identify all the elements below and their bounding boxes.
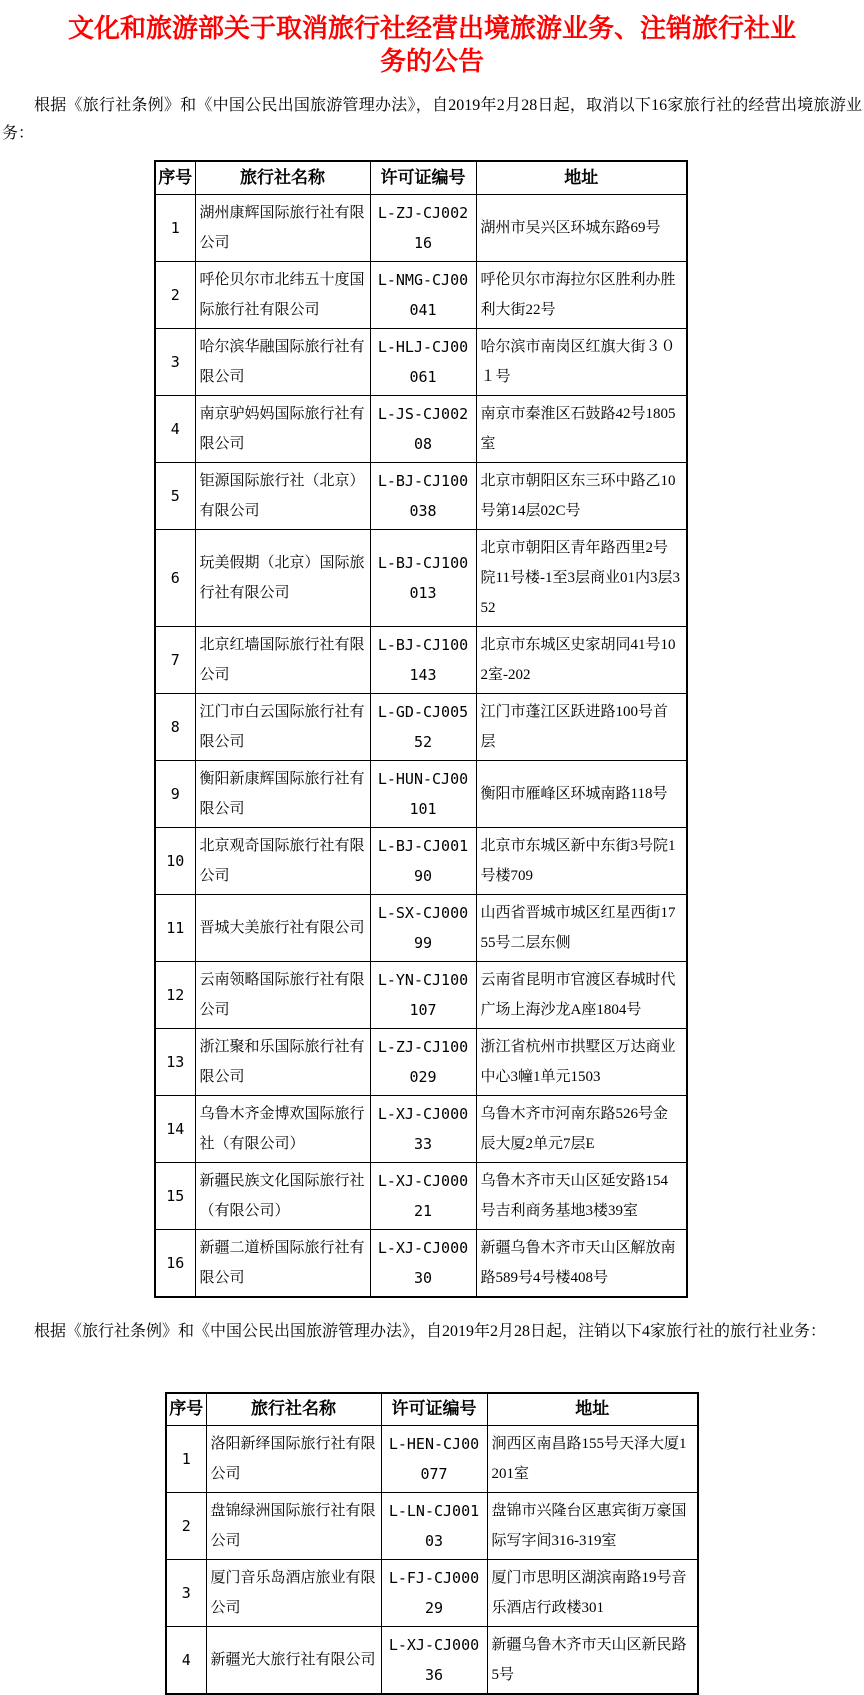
address-cell: 盘锦市兴隆台区惠宾街万豪国际写字间316-319室	[487, 1493, 698, 1560]
serial-number-cell: 12	[155, 961, 195, 1028]
table-row	[155, 462, 687, 529]
table-row	[166, 1560, 698, 1627]
table-row	[155, 760, 687, 827]
table-row	[155, 693, 687, 760]
address-cell: 新疆乌鲁木齐市天山区解放南路589号4号楼408号	[476, 1229, 687, 1297]
address-cell: 江门市蓬江区跃进路100号首层	[476, 693, 687, 760]
cancel-table-header	[155, 161, 687, 194]
agency-name-cell: 北京观奇国际旅行社有限公司	[195, 827, 370, 894]
column-header: 序号	[166, 1393, 206, 1426]
agency-name-cell: 江门市白云国际旅行社有限公司	[195, 693, 370, 760]
address-cell: 北京市朝阳区东三环中路乙10号第14层02C号	[476, 462, 687, 529]
license-number-cell: L-BJ-CJ00190	[370, 827, 476, 894]
table-row	[166, 1493, 698, 1560]
serial-number-cell: 2	[166, 1493, 206, 1560]
address-cell: 乌鲁木齐市天山区延安路154号吉利商务基地3楼39室	[476, 1162, 687, 1229]
address-cell: 湖州市吴兴区环城东路69号	[476, 194, 687, 261]
serial-number-cell: 15	[155, 1162, 195, 1229]
column-header: 地址	[476, 161, 687, 194]
agency-name-cell: 玩美假期（北京）国际旅行社有限公司	[195, 529, 370, 626]
agency-name-cell: 新疆光大旅行社有限公司	[206, 1627, 381, 1695]
address-cell: 厦门市思明区湖滨南路19号音乐酒店行政楼301	[487, 1560, 698, 1627]
agency-name-cell: 乌鲁木齐金博欢国际旅行社（有限公司）	[195, 1095, 370, 1162]
address-cell: 北京市东城区新中东街3号院1号楼709	[476, 827, 687, 894]
agency-name-cell: 洛阳新绎国际旅行社有限公司	[206, 1426, 381, 1493]
cancel-table-body	[155, 194, 687, 1297]
column-header: 旅行社名称	[206, 1393, 381, 1426]
table-row	[166, 1426, 698, 1493]
table-row	[155, 1162, 687, 1229]
license-number-cell: L-HEN-CJ00077	[381, 1426, 487, 1493]
table-row	[155, 529, 687, 626]
table-row	[155, 827, 687, 894]
revoke-table-header-row	[166, 1393, 698, 1426]
revoke-table	[165, 1392, 699, 1695]
agency-name-cell: 哈尔滨华融国际旅行社有限公司	[195, 328, 370, 395]
address-cell: 浙江省杭州市拱墅区万达商业中心3幢1单元1503	[476, 1028, 687, 1095]
agency-name-cell: 钜源国际旅行社（北京）有限公司	[195, 462, 370, 529]
license-number-cell: L-ZJ-CJ00216	[370, 194, 476, 261]
license-number-cell: L-HUN-CJ00101	[370, 760, 476, 827]
agency-name-cell: 呼伦贝尔市北纬五十度国际旅行社有限公司	[195, 261, 370, 328]
license-number-cell: L-NMG-CJ00041	[370, 261, 476, 328]
serial-number-cell: 10	[155, 827, 195, 894]
license-number-cell: L-ZJ-CJ100029	[370, 1028, 476, 1095]
license-number-cell: L-SX-CJ00099	[370, 894, 476, 961]
agency-name-cell: 云南领略国际旅行社有限公司	[195, 961, 370, 1028]
serial-number-cell: 3	[166, 1560, 206, 1627]
table-row	[155, 194, 687, 261]
page-title: 文化和旅游部关于取消旅行社经营出境旅游业务、注销旅行社业务的公告	[57, 12, 807, 78]
address-cell: 哈尔滨市南岗区红旗大街３０１号	[476, 328, 687, 395]
column-header: 序号	[155, 161, 195, 194]
table-row	[155, 1229, 687, 1297]
serial-number-cell: 6	[155, 529, 195, 626]
serial-number-cell: 13	[155, 1028, 195, 1095]
cancel-table	[154, 160, 688, 1298]
serial-number-cell: 8	[155, 693, 195, 760]
license-number-cell: L-XJ-CJ00021	[370, 1162, 476, 1229]
license-number-cell: L-HLJ-CJ00061	[370, 328, 476, 395]
license-number-cell: L-XJ-CJ00033	[370, 1095, 476, 1162]
serial-number-cell: 3	[155, 328, 195, 395]
table-row	[155, 328, 687, 395]
agency-name-cell: 晋城大美旅行社有限公司	[195, 894, 370, 961]
spacer	[0, 1298, 864, 1318]
agency-name-cell: 南京驴妈妈国际旅行社有限公司	[195, 395, 370, 462]
cancel-table-header-row	[155, 161, 687, 194]
license-number-cell: L-FJ-CJ00029	[381, 1560, 487, 1627]
serial-number-cell: 1	[166, 1426, 206, 1493]
serial-number-cell: 14	[155, 1095, 195, 1162]
license-number-cell: L-XJ-CJ00030	[370, 1229, 476, 1297]
address-cell: 衡阳市雁峰区环城南路118号	[476, 760, 687, 827]
column-header: 地址	[487, 1393, 698, 1426]
serial-number-cell: 7	[155, 626, 195, 693]
address-cell: 乌鲁木齐市河南东路526号金辰大厦2单元7层E	[476, 1095, 687, 1162]
address-cell: 涧西区南昌路155号天泽大厦1201室	[487, 1426, 698, 1493]
agency-name-cell: 湖州康辉国际旅行社有限公司	[195, 194, 370, 261]
agency-name-cell: 北京红墙国际旅行社有限公司	[195, 626, 370, 693]
serial-number-cell: 4	[155, 395, 195, 462]
serial-number-cell: 4	[166, 1627, 206, 1695]
table-row	[155, 894, 687, 961]
address-cell: 南京市秦淮区石鼓路42号1805室	[476, 395, 687, 462]
column-header: 许可证编号	[381, 1393, 487, 1426]
license-number-cell: L-BJ-CJ100143	[370, 626, 476, 693]
table-row	[155, 961, 687, 1028]
address-cell: 云南省昆明市官渡区春城时代广场上海沙龙A座1804号	[476, 961, 687, 1028]
column-header: 旅行社名称	[195, 161, 370, 194]
license-number-cell: L-XJ-CJ00036	[381, 1627, 487, 1695]
serial-number-cell: 16	[155, 1229, 195, 1297]
agency-name-cell: 衡阳新康辉国际旅行社有限公司	[195, 760, 370, 827]
serial-number-cell: 9	[155, 760, 195, 827]
table-row	[155, 1028, 687, 1095]
agency-name-cell: 新疆二道桥国际旅行社有限公司	[195, 1229, 370, 1297]
serial-number-cell: 1	[155, 194, 195, 261]
agency-name-cell: 厦门音乐岛酒店旅业有限公司	[206, 1560, 381, 1627]
agency-name-cell: 浙江聚和乐国际旅行社有限公司	[195, 1028, 370, 1095]
serial-number-cell: 11	[155, 894, 195, 961]
license-number-cell: L-BJ-CJ100013	[370, 529, 476, 626]
license-number-cell: L-JS-CJ00208	[370, 395, 476, 462]
table-row	[155, 1095, 687, 1162]
license-number-cell: L-BJ-CJ100038	[370, 462, 476, 529]
address-cell: 新疆乌鲁木齐市天山区新民路5号	[487, 1627, 698, 1695]
intro-paragraph-cancel: 根据《旅行社条例》和《中国公民出国旅游管理办法》，自2019年2月28日起，取消以下16家旅行社的经营出境旅游业务：	[0, 92, 864, 148]
address-cell: 北京市东城区史家胡同41号102室-202	[476, 626, 687, 693]
license-number-cell: L-GD-CJ00552	[370, 693, 476, 760]
table-row	[155, 261, 687, 328]
table-row	[166, 1627, 698, 1695]
address-cell: 北京市朝阳区青年路西里2号院11号楼-1至3层商业01内3层352	[476, 529, 687, 626]
intro-paragraph-revoke: 根据《旅行社条例》和《中国公民出国旅游管理办法》，自2019年2月28日起，注销以下4家旅行社的旅行社业务：	[0, 1318, 864, 1346]
revoke-table-header	[166, 1393, 698, 1426]
address-cell: 呼伦贝尔市海拉尔区胜利办胜利大街22号	[476, 261, 687, 328]
column-header: 许可证编号	[370, 161, 476, 194]
agency-name-cell: 盘锦绿洲国际旅行社有限公司	[206, 1493, 381, 1560]
address-cell: 山西省晋城市城区红星西街1755号二层东侧	[476, 894, 687, 961]
table-row	[155, 626, 687, 693]
agency-name-cell: 新疆民族文化国际旅行社（有限公司）	[195, 1162, 370, 1229]
table-row	[155, 395, 687, 462]
license-number-cell: L-LN-CJ00103	[381, 1493, 487, 1560]
serial-number-cell: 2	[155, 261, 195, 328]
license-number-cell: L-YN-CJ100107	[370, 961, 476, 1028]
serial-number-cell: 5	[155, 462, 195, 529]
